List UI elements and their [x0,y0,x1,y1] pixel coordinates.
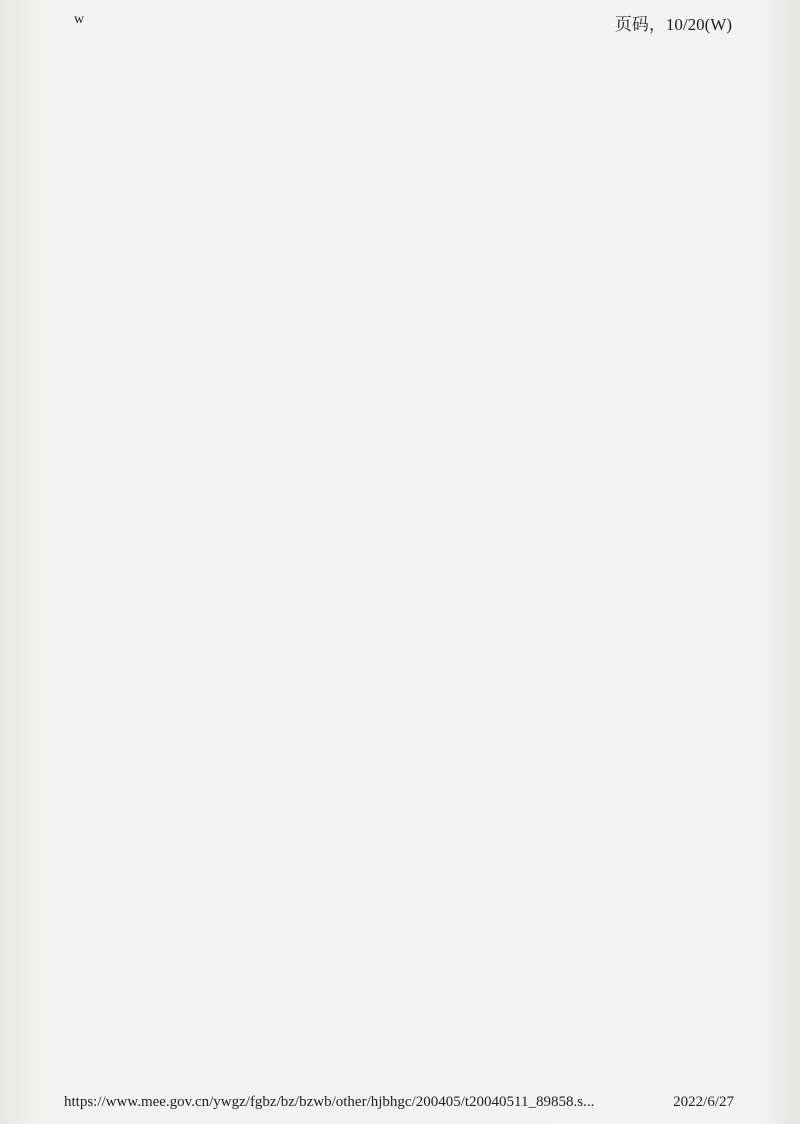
footer-date: 2022/6/27 [673,1094,734,1110]
header-left-text: w [74,12,85,27]
page-number: 页码，10/20(W) [614,15,732,34]
footer-url: https://www.mee.gov.cn/ywgz/fgbz/bz/bzwb/other/hjbhgc/200405/t20040511_89858.s... [64,1094,595,1110]
